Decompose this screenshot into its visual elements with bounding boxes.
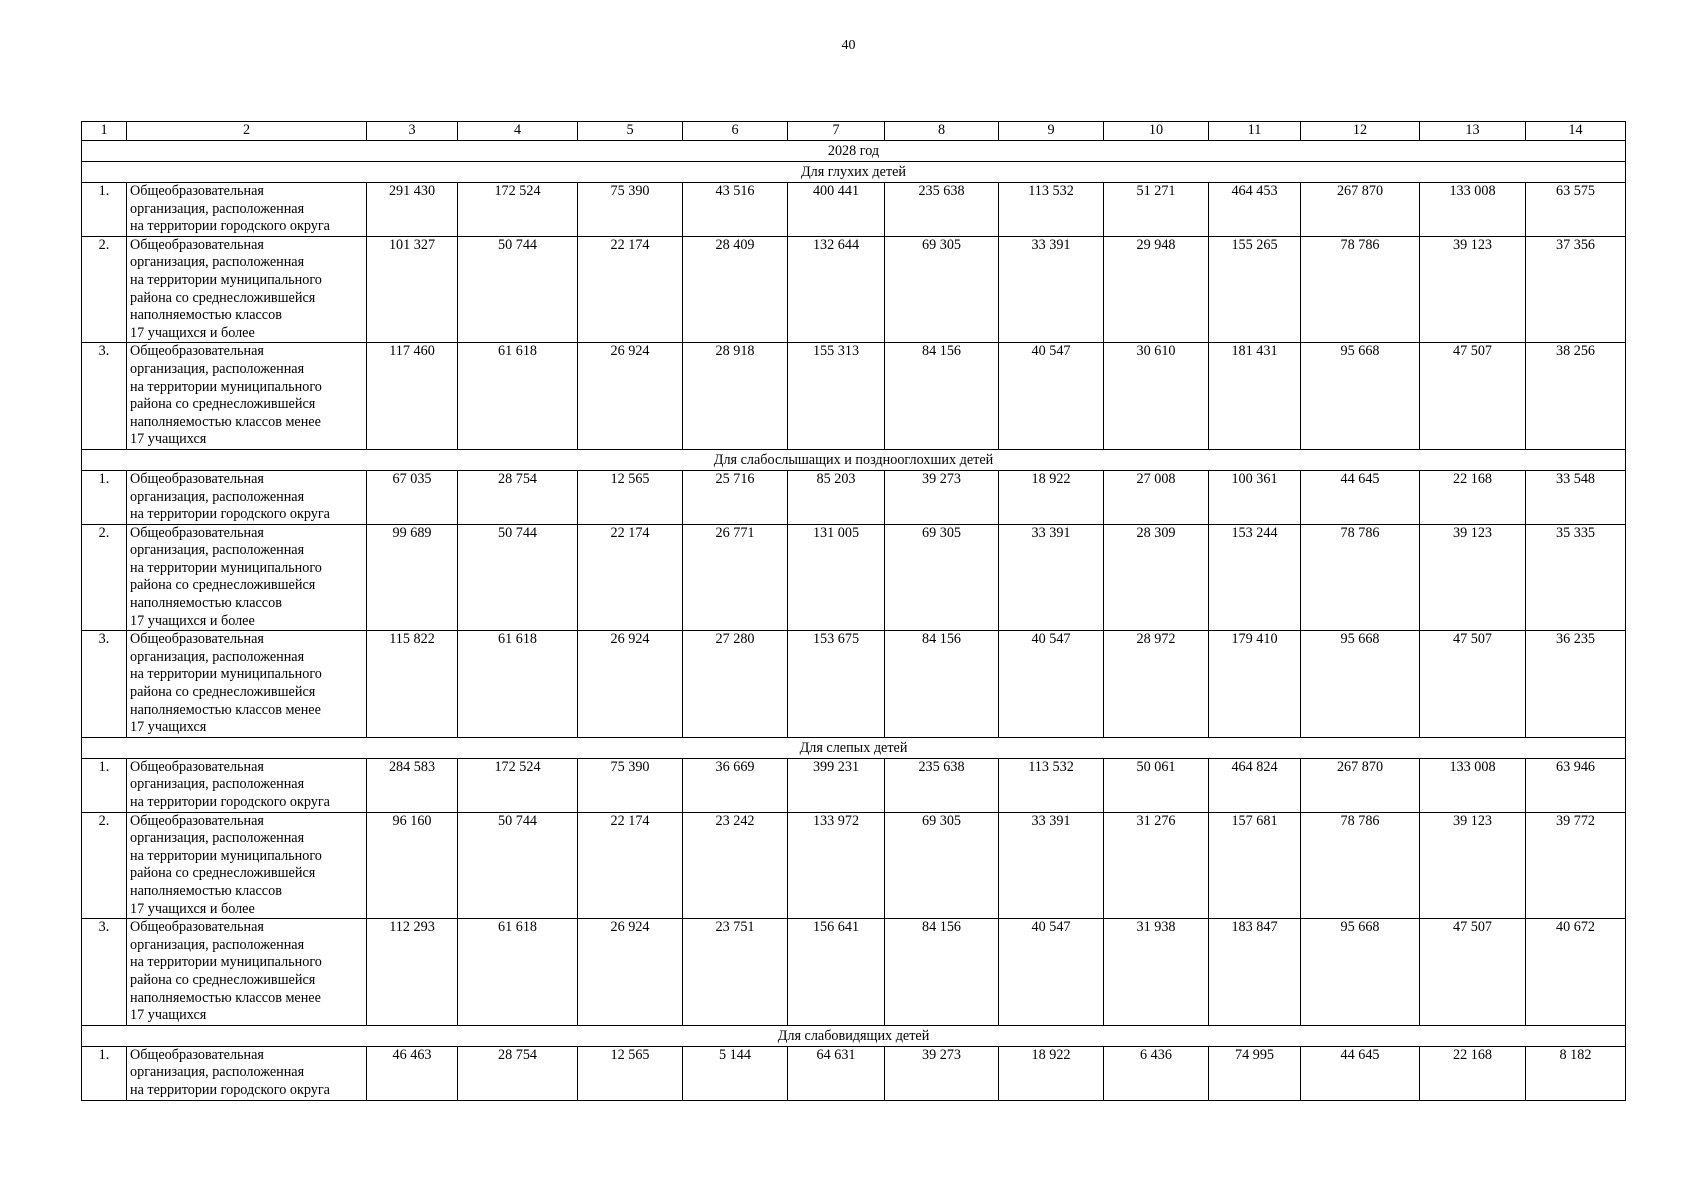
row-description: Общеобразовательная организация, расположенная на территории муниципального района со среднесложившейся наполняемостью классов 17 учащихся и более — [127, 812, 367, 919]
row-description: Общеобразовательная организация, расположенная на территории городского округа — [127, 1046, 367, 1100]
row-description: Общеобразовательная организация, расположенная на территории городского округа — [127, 758, 367, 812]
section-header-row — [82, 1025, 1626, 1046]
value-cell: 25 716 — [683, 470, 788, 524]
column-number: 14 — [1526, 122, 1626, 141]
value-cell: 113 532 — [999, 183, 1104, 237]
value-cell: 61 618 — [458, 919, 578, 1026]
table-row — [82, 758, 1626, 812]
section-title: Для слабослышащих и позднооглохших детей — [82, 449, 1626, 470]
value-cell: 155 265 — [1209, 236, 1301, 343]
value-cell: 47 507 — [1420, 631, 1526, 738]
value-cell: 26 924 — [578, 343, 683, 450]
value-cell: 28 409 — [683, 236, 788, 343]
column-number: 5 — [578, 122, 683, 141]
value-cell: 291 430 — [367, 183, 458, 237]
row-index: 1. — [82, 1046, 127, 1100]
section-header-row — [82, 162, 1626, 183]
table-row — [82, 183, 1626, 237]
value-cell: 50 744 — [458, 812, 578, 919]
value-cell: 464 453 — [1209, 183, 1301, 237]
value-cell: 27 008 — [1104, 470, 1209, 524]
value-cell: 96 160 — [367, 812, 458, 919]
value-cell: 39 123 — [1420, 524, 1526, 631]
value-cell: 399 231 — [788, 758, 885, 812]
column-number: 9 — [999, 122, 1104, 141]
value-cell: 33 548 — [1526, 470, 1626, 524]
value-cell: 95 668 — [1301, 343, 1420, 450]
value-cell: 6 436 — [1104, 1046, 1209, 1100]
value-cell: 117 460 — [367, 343, 458, 450]
value-cell: 22 168 — [1420, 470, 1526, 524]
section-title: Для слепых детей — [82, 737, 1626, 758]
value-cell: 28 972 — [1104, 631, 1209, 738]
value-cell: 12 565 — [578, 1046, 683, 1100]
page-number: 40 — [841, 38, 856, 53]
section-header-row — [82, 449, 1626, 470]
value-cell: 156 641 — [788, 919, 885, 1026]
year-label: 2028 год — [82, 141, 1626, 162]
value-cell: 113 532 — [999, 758, 1104, 812]
value-cell: 64 631 — [788, 1046, 885, 1100]
value-cell: 74 995 — [1209, 1046, 1301, 1100]
column-number: 11 — [1209, 122, 1301, 141]
value-cell: 33 391 — [999, 812, 1104, 919]
value-cell: 39 273 — [885, 470, 999, 524]
value-cell: 12 565 — [578, 470, 683, 524]
value-cell: 26 924 — [578, 631, 683, 738]
row-index: 1. — [82, 758, 127, 812]
value-cell: 115 822 — [367, 631, 458, 738]
value-cell: 400 441 — [788, 183, 885, 237]
column-number: 8 — [885, 122, 999, 141]
value-cell: 35 335 — [1526, 524, 1626, 631]
row-description: Общеобразовательная организация, расположенная на территории муниципального района со среднесложившейся наполняемостью классов менее 17 учащихся — [127, 919, 367, 1026]
value-cell: 69 305 — [885, 236, 999, 343]
value-cell: 50 061 — [1104, 758, 1209, 812]
value-cell: 78 786 — [1301, 236, 1420, 343]
value-cell: 39 123 — [1420, 812, 1526, 919]
value-cell: 100 361 — [1209, 470, 1301, 524]
value-cell: 131 005 — [788, 524, 885, 631]
row-index: 2. — [82, 236, 127, 343]
column-number: 7 — [788, 122, 885, 141]
value-cell: 84 156 — [885, 343, 999, 450]
value-cell: 61 618 — [458, 631, 578, 738]
column-number: 1 — [82, 122, 127, 141]
value-cell: 46 463 — [367, 1046, 458, 1100]
value-cell: 183 847 — [1209, 919, 1301, 1026]
value-cell: 33 391 — [999, 236, 1104, 343]
value-cell: 8 182 — [1526, 1046, 1626, 1100]
value-cell: 40 547 — [999, 343, 1104, 450]
value-cell: 26 924 — [578, 919, 683, 1026]
value-cell: 267 870 — [1301, 758, 1420, 812]
value-cell: 155 313 — [788, 343, 885, 450]
row-index: 3. — [82, 919, 127, 1026]
value-cell: 5 144 — [683, 1046, 788, 1100]
value-cell: 33 391 — [999, 524, 1104, 631]
table-row — [82, 631, 1626, 738]
row-index: 3. — [82, 343, 127, 450]
data-table — [81, 121, 1626, 1101]
table-body — [82, 122, 1626, 1101]
value-cell: 36 669 — [683, 758, 788, 812]
value-cell: 50 744 — [458, 236, 578, 343]
value-cell: 133 972 — [788, 812, 885, 919]
row-description: Общеобразовательная организация, расположенная на территории муниципального района со среднесложившейся наполняемостью классов 17 учащихся и более — [127, 236, 367, 343]
value-cell: 85 203 — [788, 470, 885, 524]
value-cell: 39 123 — [1420, 236, 1526, 343]
value-cell: 30 610 — [1104, 343, 1209, 450]
row-index: 2. — [82, 524, 127, 631]
value-cell: 112 293 — [367, 919, 458, 1026]
value-cell: 22 174 — [578, 236, 683, 343]
value-cell: 26 771 — [683, 524, 788, 631]
section-title: Для слабовидящих детей — [82, 1025, 1626, 1046]
column-number: 4 — [458, 122, 578, 141]
value-cell: 132 644 — [788, 236, 885, 343]
value-cell: 69 305 — [885, 812, 999, 919]
value-cell: 28 309 — [1104, 524, 1209, 631]
value-cell: 284 583 — [367, 758, 458, 812]
value-cell: 47 507 — [1420, 343, 1526, 450]
column-number: 6 — [683, 122, 788, 141]
value-cell: 28 918 — [683, 343, 788, 450]
value-cell: 39 273 — [885, 1046, 999, 1100]
column-number: 3 — [367, 122, 458, 141]
value-cell: 44 645 — [1301, 1046, 1420, 1100]
value-cell: 78 786 — [1301, 524, 1420, 631]
value-cell: 50 744 — [458, 524, 578, 631]
row-index: 3. — [82, 631, 127, 738]
value-cell: 23 751 — [683, 919, 788, 1026]
value-cell: 181 431 — [1209, 343, 1301, 450]
value-cell: 61 618 — [458, 343, 578, 450]
value-cell: 84 156 — [885, 919, 999, 1026]
year-row — [82, 141, 1626, 162]
value-cell: 22 168 — [1420, 1046, 1526, 1100]
value-cell: 18 922 — [999, 1046, 1104, 1100]
section-header-row — [82, 737, 1626, 758]
table-row — [82, 524, 1626, 631]
column-number: 13 — [1420, 122, 1526, 141]
value-cell: 157 681 — [1209, 812, 1301, 919]
value-cell: 172 524 — [458, 183, 578, 237]
value-cell: 235 638 — [885, 183, 999, 237]
value-cell: 153 244 — [1209, 524, 1301, 631]
value-cell: 101 327 — [367, 236, 458, 343]
value-cell: 133 008 — [1420, 183, 1526, 237]
table-row — [82, 1046, 1626, 1100]
value-cell: 40 547 — [999, 631, 1104, 738]
column-number: 10 — [1104, 122, 1209, 141]
table-row — [82, 919, 1626, 1026]
value-cell: 78 786 — [1301, 812, 1420, 919]
row-description: Общеобразовательная организация, расположенная на территории муниципального района со среднесложившейся наполняемостью классов менее 17 учащихся — [127, 631, 367, 738]
value-cell: 67 035 — [367, 470, 458, 524]
column-number: 2 — [127, 122, 367, 141]
value-cell: 63 575 — [1526, 183, 1626, 237]
value-cell: 31 938 — [1104, 919, 1209, 1026]
row-description: Общеобразовательная организация, расположенная на территории городского округа — [127, 183, 367, 237]
value-cell: 75 390 — [578, 758, 683, 812]
value-cell: 22 174 — [578, 812, 683, 919]
value-cell: 40 672 — [1526, 919, 1626, 1026]
row-index: 2. — [82, 812, 127, 919]
value-cell: 267 870 — [1301, 183, 1420, 237]
value-cell: 22 174 — [578, 524, 683, 631]
row-index: 1. — [82, 470, 127, 524]
table-row — [82, 470, 1626, 524]
value-cell: 179 410 — [1209, 631, 1301, 738]
value-cell: 28 754 — [458, 470, 578, 524]
section-title: Для глухих детей — [82, 162, 1626, 183]
value-cell: 43 516 — [683, 183, 788, 237]
value-cell: 29 948 — [1104, 236, 1209, 343]
value-cell: 51 271 — [1104, 183, 1209, 237]
value-cell: 31 276 — [1104, 812, 1209, 919]
value-cell: 38 256 — [1526, 343, 1626, 450]
value-cell: 27 280 — [683, 631, 788, 738]
value-cell: 23 242 — [683, 812, 788, 919]
row-description: Общеобразовательная организация, расположенная на территории муниципального района со среднесложившейся наполняемостью классов 17 учащихся и более — [127, 524, 367, 631]
table-row — [82, 236, 1626, 343]
column-number: 12 — [1301, 122, 1420, 141]
table-row — [82, 812, 1626, 919]
value-cell: 47 507 — [1420, 919, 1526, 1026]
value-cell: 28 754 — [458, 1046, 578, 1100]
value-cell: 75 390 — [578, 183, 683, 237]
value-cell: 37 356 — [1526, 236, 1626, 343]
value-cell: 99 689 — [367, 524, 458, 631]
value-cell: 172 524 — [458, 758, 578, 812]
value-cell: 18 922 — [999, 470, 1104, 524]
value-cell: 84 156 — [885, 631, 999, 738]
value-cell: 63 946 — [1526, 758, 1626, 812]
value-cell: 153 675 — [788, 631, 885, 738]
column-number-row — [82, 122, 1626, 141]
value-cell: 95 668 — [1301, 631, 1420, 738]
value-cell: 95 668 — [1301, 919, 1420, 1026]
row-index: 1. — [82, 183, 127, 237]
value-cell: 235 638 — [885, 758, 999, 812]
value-cell: 40 547 — [999, 919, 1104, 1026]
value-cell: 36 235 — [1526, 631, 1626, 738]
row-description: Общеобразовательная организация, расположенная на территории муниципального района со среднесложившейся наполняемостью классов менее 17 учащихся — [127, 343, 367, 450]
value-cell: 44 645 — [1301, 470, 1420, 524]
value-cell: 464 824 — [1209, 758, 1301, 812]
row-description: Общеобразовательная организация, расположенная на территории городского округа — [127, 470, 367, 524]
value-cell: 133 008 — [1420, 758, 1526, 812]
table-row — [82, 343, 1626, 450]
value-cell: 39 772 — [1526, 812, 1626, 919]
value-cell: 69 305 — [885, 524, 999, 631]
